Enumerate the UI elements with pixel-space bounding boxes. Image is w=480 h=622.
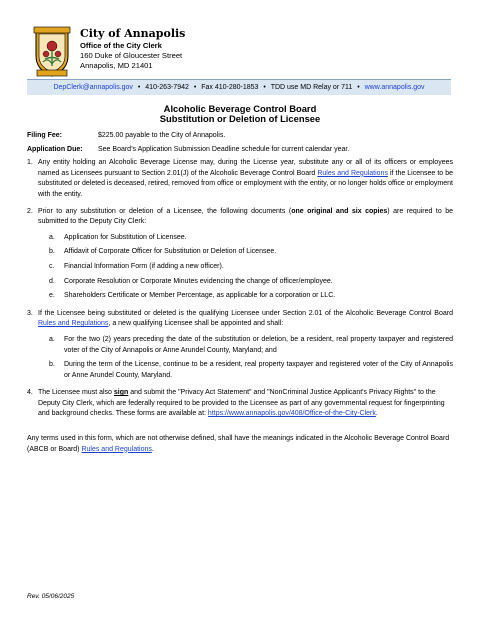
address-line-1: 160 Duke of Gloucester Street xyxy=(80,51,183,60)
filing-fee-value: $225.00 payable to the City of Annapolis. xyxy=(98,132,226,139)
item-number: 1. xyxy=(27,159,33,167)
revision-date: Rev. 05/06/2025 xyxy=(27,593,75,600)
sub-list-3 xyxy=(27,335,453,381)
document-subtitle: Substitution or Deletion of Licensee xyxy=(159,113,321,124)
tdd-info: TDD use MD Relay or 711 xyxy=(270,84,353,91)
list-item-3 xyxy=(27,309,453,330)
separator: • xyxy=(263,84,266,91)
website-link[interactable]: www.annapolis.gov xyxy=(364,84,425,91)
item-text-part: The Licensee must also xyxy=(38,389,114,397)
office-header xyxy=(80,27,185,71)
sub-item-text: Financial Information Form (if adding a new officer). xyxy=(64,262,224,270)
sub-item-text: Shareholders Certificate or Member Percentage, as applicable for a corporation or LLC. xyxy=(64,292,336,300)
sub-list-2 xyxy=(27,233,453,302)
sub-item-text: Application for Substitution of Licensee. xyxy=(64,233,187,241)
filing-fee-label: Filing Fee: xyxy=(27,132,62,139)
sub-item-letter: b. xyxy=(49,361,55,369)
city-name: City of Annapolis xyxy=(80,27,186,40)
list-item-2 xyxy=(27,207,453,228)
sub-item xyxy=(45,262,453,273)
sub-item-letter: e. xyxy=(49,292,55,300)
clerk-forms-link[interactable]: https://www.annapolis.gov/408/Office-of-the-City-Clerk xyxy=(207,410,376,418)
closing-text: . xyxy=(151,445,154,453)
sub-item-letter: b. xyxy=(49,248,55,256)
sub-item-letter: c. xyxy=(49,262,55,270)
item-text xyxy=(38,309,453,330)
contact-bar xyxy=(27,79,451,95)
rules-regulations-link[interactable]: Rules and Regulations xyxy=(38,320,109,328)
office-name: Office of the City Clerk xyxy=(80,41,162,50)
item-text-part: If the Licensee being substituted or deleted is the qualifying Licensee under Section 2.01 of the Alcoholic Beverage Control Board xyxy=(38,309,453,317)
separator: • xyxy=(193,84,197,91)
closing-text: Any terms used in this form, which are not otherwise defined, shall have the meanings indicated in the Alcoholic Beverage Control Board (ABCB or Board) xyxy=(27,435,450,453)
sub-item-text: During the term of the License, continue to be a resident, real property taxpayer and registered voter of the City of Annapolis or Anne Arundel County, Maryland. xyxy=(64,361,453,379)
item-text-part: Any entity holding an Alcoholic Beverage License may, during the License year, substitute any or all of its officers or employees named as Licensees pursuant to Section 2.01(J) of the Alcoholic Beverage Control Board xyxy=(38,159,453,177)
item-text-part: , a new qualifying Licensee shall be appointed and shall: xyxy=(108,320,284,328)
item-text-part: . xyxy=(375,410,378,418)
sub-item xyxy=(45,291,453,302)
sub-item-letter: a. xyxy=(49,335,55,343)
item-number: 3. xyxy=(27,309,33,317)
sub-item-text: Corporate Resolution or Corporate Minutes evidencing the change of officer/employee. xyxy=(64,277,333,285)
sub-item xyxy=(45,233,453,244)
item-bold-text: sign xyxy=(113,389,129,397)
item-number: 4. xyxy=(27,389,33,397)
item-text xyxy=(38,388,453,420)
sub-item xyxy=(45,335,453,356)
application-due-label: Application Due: xyxy=(27,145,83,153)
separator: • xyxy=(137,84,141,91)
item-text-part: if the Licensee to be substituted or deleted is deceased, retired, removed from office or employment with the entity, or no longer holds office or employment with the entity. xyxy=(38,169,453,198)
application-due-value: See Board’s Application Submission Deadline schedule for current calendar year. xyxy=(98,145,350,153)
item-text-part: ) are required to be submitted to the Deputy City Clerk: xyxy=(38,207,453,226)
list-item-4 xyxy=(27,388,453,420)
sub-item-letter: d. xyxy=(49,277,55,285)
sub-item xyxy=(45,360,453,381)
sub-item-text: For the two (2) years preceding the date of the substitution or deletion, be a resident, real property taxpayer and registered voter of the City of Annapolis or Anne Arundel County, Maryland; and xyxy=(64,335,453,354)
sub-item-letter: a. xyxy=(49,233,55,241)
item-text xyxy=(38,158,453,200)
rules-regulations-link[interactable]: Rules and Regulations xyxy=(317,169,388,177)
document-title: Alcoholic Beverage Control Board xyxy=(163,103,317,114)
item-text-part: Prior to any substitution or deletion of a Licensee, the following documents ( xyxy=(38,207,292,215)
city-seal-logo xyxy=(33,26,71,78)
separator: • xyxy=(357,84,360,91)
list-item-1 xyxy=(27,158,453,200)
filing-fee-row xyxy=(27,131,453,142)
sub-item-text: Affidavit of Corporate Officer for Substitution or Deletion of Licensee. xyxy=(64,248,277,256)
phone-number: 410-263-7942 xyxy=(145,84,189,91)
fax-number: Fax 410-280-1853 xyxy=(201,84,259,91)
document-body xyxy=(27,131,453,455)
sub-item xyxy=(45,277,453,288)
sub-item xyxy=(45,247,453,258)
item-text xyxy=(38,207,453,228)
rules-regulations-link[interactable]: Rules and Regulations xyxy=(81,445,152,453)
application-due-row xyxy=(27,145,453,156)
item-bold-text: one original and six copies xyxy=(291,207,388,215)
item-text-part: and submit the "Privacy Act Statement" and "NonCriminal Justice Applicant's Privacy Rights" to the Deputy City Clerk, which are federally required to be provided to the Licensee as part of any governmental request for fingerprinting and background checks. These forms are available at: xyxy=(38,389,445,418)
item-number: 2. xyxy=(27,207,33,215)
address-line-2: Annapolis, MD 21401 xyxy=(80,61,153,70)
closing-paragraph xyxy=(27,434,453,455)
email-link[interactable]: DepClerk@annapolis.gov xyxy=(53,84,133,91)
